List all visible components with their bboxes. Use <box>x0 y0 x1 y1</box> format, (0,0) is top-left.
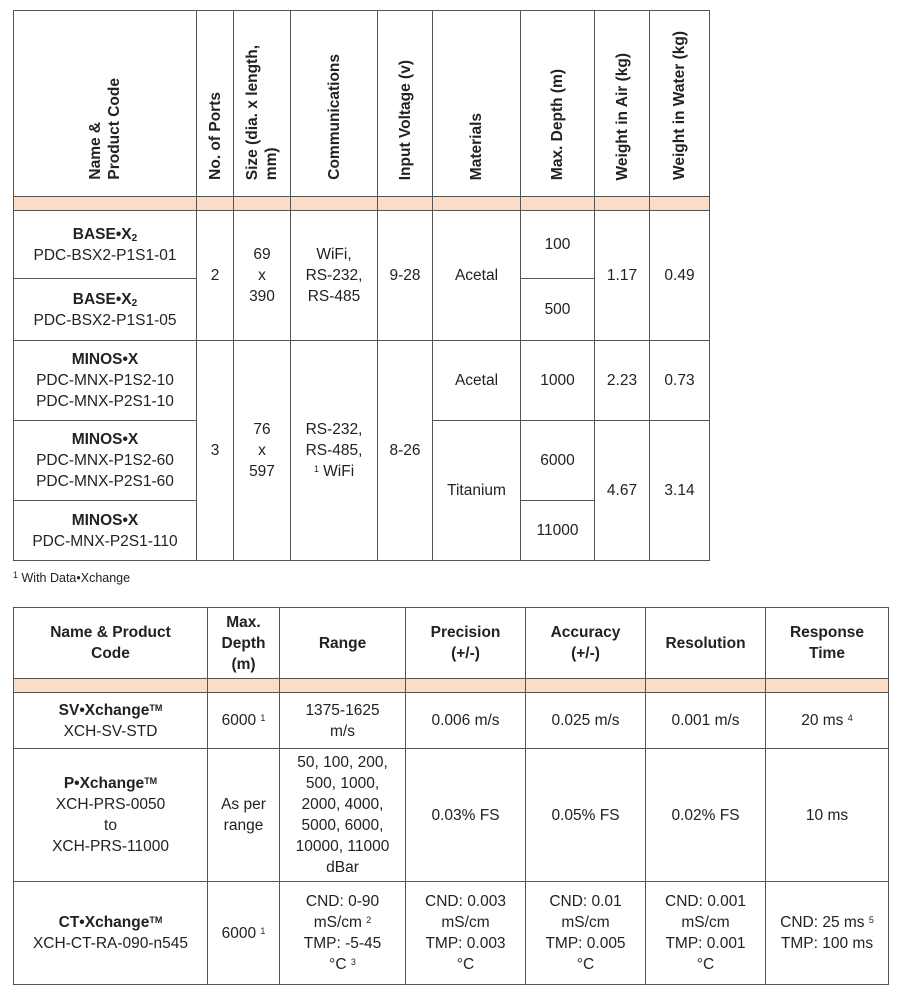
range-cell: CND: 0-90 mS/cm $^2$ TMP: -5-45 °C $^3$ <box>280 882 406 985</box>
footnote: $^1$ With Data•Xchange <box>13 570 131 585</box>
header-materials: Materials <box>433 11 521 197</box>
depth-cell: 6000 $^1$ <box>208 882 280 985</box>
voltage-cell: 8-26 <box>378 341 433 561</box>
resolution-cell: 0.001 m/s <box>646 693 766 749</box>
accuracy-cell: CND: 0.01 mS/cm TMP: 0.005 °C <box>526 882 646 985</box>
sensors-table <box>13 607 889 985</box>
header-name: Name & Product Code <box>14 608 208 679</box>
header-ports: No. of Ports <box>197 11 234 197</box>
depth-cell: 6000 $^1$ <box>208 693 280 749</box>
products-table <box>13 10 710 561</box>
weight-water-cell: 0.49 <box>650 211 710 341</box>
size-cell: 69 x 390 <box>234 211 291 341</box>
table-row <box>14 693 889 749</box>
depth-cell: 6000 <box>521 421 595 501</box>
product-cell: $BASE•X_2$ PDC-BSX2-P1S1-05 <box>14 279 197 341</box>
header-depth: Max. Depth (m) <box>208 608 280 679</box>
product-cell: MINOS•X PDC-MNX-P2S1-110 <box>14 501 197 561</box>
depth-cell: As per range <box>208 749 280 882</box>
header-row <box>14 11 710 197</box>
weight-air-cell: 1.17 <box>595 211 650 341</box>
header-weight-water: Weight in Water (kg) <box>650 11 710 197</box>
header-communications: Communications <box>291 11 378 197</box>
range-cell: 50, 100, 200, 500, 1000, 2000, 4000, 5000, 6000, 10000, 11000 dBar <box>280 749 406 882</box>
header-row <box>14 608 889 679</box>
product-cell: SV•Xchange™ XCH-SV-STD <box>14 693 208 749</box>
header-range: Range <box>280 608 406 679</box>
depth-cell: 500 <box>521 279 595 341</box>
comm-cell: WiFi, RS-232, RS-485 <box>291 211 378 341</box>
response-cell: 10 ms <box>766 749 889 882</box>
header-response: Response Time <box>766 608 889 679</box>
header-resolution: Resolution <box>646 608 766 679</box>
header-precision: Precision (+/-) <box>406 608 526 679</box>
accuracy-cell: 0.05% FS <box>526 749 646 882</box>
spacer-row <box>14 197 710 211</box>
header-depth: Max. Depth (m) <box>521 11 595 197</box>
header-size: Size (dia. x length, mm) <box>234 11 291 197</box>
precision-cell: 0.03% FS <box>406 749 526 882</box>
depth-cell: 11000 <box>521 501 595 561</box>
ports-cell: 3 <box>197 341 234 561</box>
product-cell: MINOS•X PDC-MNX-P1S2-10 PDC-MNX-P2S1-10 <box>14 341 197 421</box>
weight-water-cell: 0.73 <box>650 341 710 421</box>
product-cell: P•Xchange™ XCH-PRS-0050 to XCH-PRS-11000 <box>14 749 208 882</box>
ports-cell: 2 <box>197 211 234 341</box>
header-accuracy: Accuracy (+/-) <box>526 608 646 679</box>
header-weight-air: Weight in Air (kg) <box>595 11 650 197</box>
resolution-cell: 0.02% FS <box>646 749 766 882</box>
table-row <box>14 341 710 421</box>
product-cell: $BASE•X_2$ PDC-BSX2-P1S1-01 <box>14 211 197 279</box>
comm-cell: RS-232, RS-485, $^1$ WiFi <box>291 341 378 561</box>
product-cell: CT•Xchange™ XCH-CT-RA-090-n545 <box>14 882 208 985</box>
product-cell: MINOS•X PDC-MNX-P1S2-60 PDC-MNX-P2S1-60 <box>14 421 197 501</box>
table-row <box>14 749 889 882</box>
precision-cell: CND: 0.003 mS/cm TMP: 0.003 °C <box>406 882 526 985</box>
voltage-cell: 9-28 <box>378 211 433 341</box>
weight-water-cell: 3.14 <box>650 421 710 561</box>
material-cell: Acetal <box>433 341 521 421</box>
resolution-cell: CND: 0.001 mS/cm TMP: 0.001 °C <box>646 882 766 985</box>
spacer-row <box>14 679 889 693</box>
precision-cell: 0.006 m/s <box>406 693 526 749</box>
weight-air-cell: 4.67 <box>595 421 650 561</box>
weight-air-cell: 2.23 <box>595 341 650 421</box>
size-cell: 76 x 597 <box>234 341 291 561</box>
header-name: Name & Product Code <box>14 11 197 197</box>
table-row <box>14 211 710 279</box>
table-row <box>14 882 889 985</box>
material-cell: Titanium <box>433 421 521 561</box>
response-cell: CND: 25 ms $^5$ TMP: 100 ms <box>766 882 889 985</box>
response-cell: 20 ms $^4$ <box>766 693 889 749</box>
range-cell: 1375-1625 m/s <box>280 693 406 749</box>
depth-cell: 1000 <box>521 341 595 421</box>
material-cell: Acetal <box>433 211 521 341</box>
accuracy-cell: 0.025 m/s <box>526 693 646 749</box>
header-voltage: Input Voltage (v) <box>378 11 433 197</box>
depth-cell: 100 <box>521 211 595 279</box>
